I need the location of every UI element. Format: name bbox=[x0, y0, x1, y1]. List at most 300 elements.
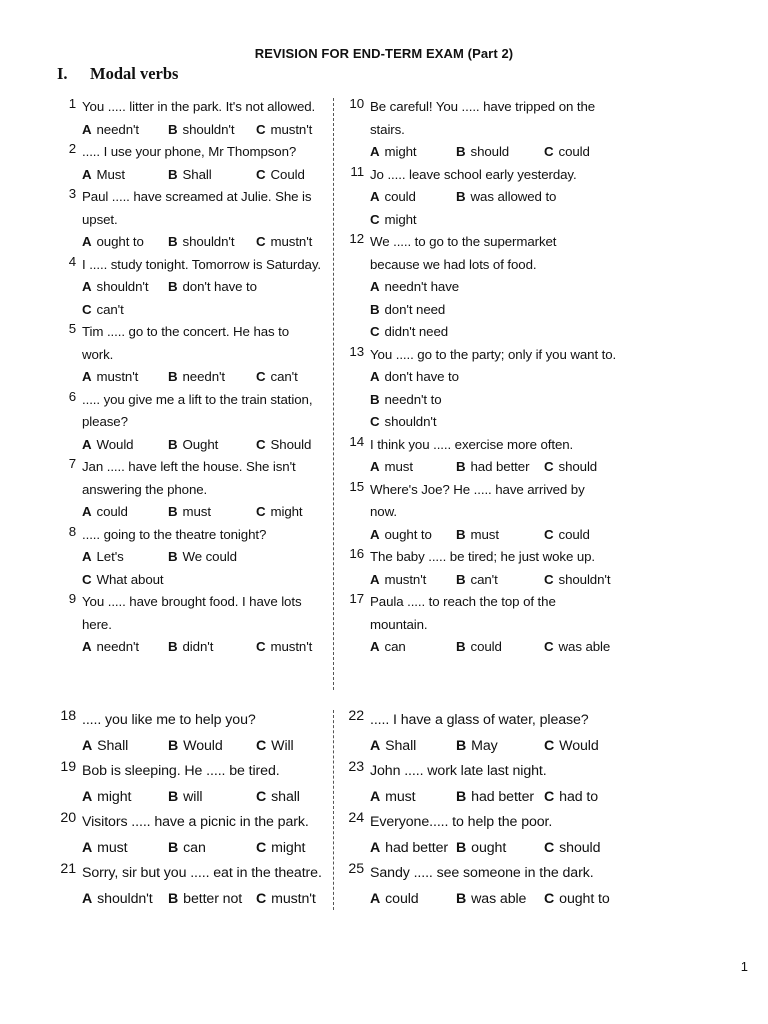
option-text: ought bbox=[471, 839, 507, 856]
question-number: 3 bbox=[68, 186, 76, 201]
option-row bbox=[82, 734, 332, 760]
option-c[interactable] bbox=[256, 887, 316, 913]
question-stem-line: I ..... study tonight. Tomorrow is Saturday. bbox=[82, 256, 321, 272]
question-25 bbox=[340, 861, 630, 912]
option-a[interactable] bbox=[82, 501, 168, 524]
question-number: 20 bbox=[60, 810, 76, 826]
option-letter: A bbox=[370, 571, 380, 587]
option-letter: A bbox=[370, 189, 380, 204]
option-letter: C bbox=[544, 639, 554, 654]
question-number: 19 bbox=[60, 759, 76, 775]
question-11 bbox=[340, 164, 630, 232]
option-text: must bbox=[385, 788, 416, 805]
option-text: ought to bbox=[96, 234, 144, 249]
option-text: should bbox=[470, 144, 510, 159]
option-letter: C bbox=[256, 436, 266, 452]
option-a[interactable] bbox=[82, 164, 168, 187]
option-letter: B bbox=[168, 279, 178, 294]
question-number: 1 bbox=[68, 96, 76, 111]
option-text: Will bbox=[271, 737, 294, 754]
question-stem-line: We ..... to go to the supermarket bbox=[370, 234, 557, 249]
option-c[interactable] bbox=[82, 569, 164, 592]
option-letter: B bbox=[456, 571, 466, 587]
question-stem-line: John ..... work late last night. bbox=[370, 763, 547, 779]
option-text: could bbox=[96, 504, 128, 519]
option-text: Would bbox=[96, 436, 134, 452]
option-text: can't bbox=[270, 369, 298, 384]
option-text: shouldn't bbox=[96, 279, 149, 294]
option-b[interactable] bbox=[168, 785, 256, 811]
option-letter: C bbox=[544, 571, 554, 587]
option-text: could bbox=[385, 890, 419, 907]
question-21 bbox=[52, 861, 332, 912]
option-text: Could bbox=[270, 166, 305, 182]
option-c[interactable] bbox=[544, 836, 600, 862]
question-stem-line: Sandy ..... see someone in the dark. bbox=[370, 865, 594, 881]
option-b[interactable] bbox=[168, 164, 256, 187]
option-row bbox=[82, 231, 332, 254]
option-text: can't bbox=[470, 571, 498, 587]
option-c[interactable] bbox=[256, 366, 298, 389]
option-c[interactable] bbox=[256, 734, 294, 760]
question-number: 15 bbox=[349, 478, 364, 494]
option-letter: A bbox=[370, 737, 381, 754]
option-row bbox=[370, 389, 630, 412]
question-stem-line: stairs. bbox=[370, 121, 405, 137]
option-text: don't have to bbox=[384, 369, 459, 384]
option-b[interactable] bbox=[456, 141, 544, 164]
option-letter: C bbox=[370, 324, 380, 339]
option-c[interactable] bbox=[544, 734, 599, 760]
option-text: can bbox=[183, 839, 206, 856]
option-text: didn't bbox=[182, 639, 214, 654]
option-row bbox=[82, 887, 332, 913]
option-b[interactable] bbox=[456, 636, 544, 659]
option-letter: C bbox=[256, 737, 267, 754]
option-text: mustn't bbox=[270, 639, 313, 654]
question-stem-line: The baby ..... be tired; he just woke up. bbox=[370, 549, 596, 564]
column-divider-top bbox=[333, 98, 334, 690]
option-b[interactable] bbox=[168, 276, 257, 299]
section-heading bbox=[57, 64, 178, 84]
option-c[interactable] bbox=[544, 456, 597, 479]
question-stem-line: work. bbox=[82, 346, 114, 362]
option-text: Shall bbox=[97, 737, 129, 754]
option-b[interactable] bbox=[168, 836, 256, 862]
question-number: 9 bbox=[68, 591, 76, 606]
question-12 bbox=[340, 231, 630, 344]
option-text: Would bbox=[183, 737, 223, 754]
option-letter: A bbox=[82, 279, 92, 294]
option-text: had better bbox=[470, 459, 530, 474]
option-letter: B bbox=[370, 301, 380, 317]
option-letter: A bbox=[370, 839, 381, 856]
option-letter: B bbox=[168, 436, 178, 452]
option-b[interactable] bbox=[168, 366, 256, 389]
option-a[interactable] bbox=[82, 785, 168, 811]
option-text: What about bbox=[96, 571, 164, 587]
option-a[interactable] bbox=[82, 887, 168, 913]
option-letter: B bbox=[456, 144, 466, 159]
option-a[interactable] bbox=[370, 276, 459, 299]
option-letter: B bbox=[456, 639, 466, 654]
option-text: mustn't bbox=[96, 369, 139, 384]
option-text: May bbox=[471, 737, 498, 754]
option-letter: C bbox=[256, 121, 266, 137]
question-stem-line: I think you ..... exercise more often. bbox=[370, 436, 574, 452]
option-row bbox=[370, 569, 630, 592]
option-row bbox=[370, 141, 630, 164]
option-letter: A bbox=[82, 890, 93, 907]
option-a[interactable] bbox=[370, 636, 456, 659]
option-text: had better bbox=[471, 788, 535, 805]
option-b[interactable] bbox=[168, 636, 256, 659]
option-b[interactable] bbox=[168, 501, 256, 524]
option-text: needn't bbox=[182, 369, 226, 384]
option-text: was able bbox=[558, 639, 611, 654]
question-22 bbox=[340, 708, 630, 759]
question-stem-line: answering the phone. bbox=[82, 481, 208, 497]
question-number: 25 bbox=[348, 861, 364, 877]
option-letter: B bbox=[456, 526, 466, 542]
option-row bbox=[82, 785, 332, 811]
question-stem-line: You ..... litter in the park. It's not allowed. bbox=[82, 99, 316, 114]
option-c[interactable] bbox=[256, 164, 305, 187]
option-text: Should bbox=[270, 436, 312, 452]
option-a[interactable] bbox=[370, 734, 456, 760]
option-letter: C bbox=[544, 788, 555, 805]
question-stem-line: ..... I have a glass of water, please? bbox=[370, 712, 589, 728]
option-row bbox=[82, 569, 332, 592]
option-text: mustn't bbox=[270, 234, 313, 249]
option-a[interactable] bbox=[370, 887, 456, 913]
option-letter: A bbox=[370, 369, 380, 384]
option-b[interactable] bbox=[456, 785, 544, 811]
question-1 bbox=[52, 96, 332, 141]
option-a[interactable] bbox=[82, 119, 168, 142]
option-c[interactable] bbox=[544, 141, 590, 164]
option-text: must bbox=[182, 504, 211, 519]
question-stem-line: because we had lots of food. bbox=[370, 256, 537, 272]
option-b[interactable] bbox=[456, 734, 544, 760]
option-letter: A bbox=[82, 639, 92, 654]
option-a[interactable] bbox=[82, 546, 168, 569]
option-text: must bbox=[97, 839, 128, 856]
option-c[interactable] bbox=[544, 887, 610, 913]
option-letter: B bbox=[168, 788, 179, 805]
option-b[interactable] bbox=[370, 389, 442, 412]
option-letter: C bbox=[544, 144, 554, 159]
option-text: might bbox=[384, 211, 417, 227]
option-b[interactable] bbox=[168, 434, 256, 457]
option-letter: C bbox=[370, 211, 380, 227]
question-number: 2 bbox=[68, 141, 76, 156]
option-text: might bbox=[97, 788, 132, 805]
option-a[interactable] bbox=[82, 636, 168, 659]
option-row bbox=[82, 501, 332, 524]
option-a[interactable] bbox=[370, 141, 456, 164]
option-row bbox=[370, 734, 630, 760]
option-letter: B bbox=[168, 121, 178, 137]
option-text: shouldn't bbox=[182, 234, 235, 249]
option-a[interactable] bbox=[370, 524, 456, 547]
option-c[interactable] bbox=[370, 209, 417, 232]
question-14 bbox=[340, 434, 630, 479]
option-text: shouldn't bbox=[97, 890, 153, 907]
option-letter: B bbox=[168, 549, 178, 564]
option-c[interactable] bbox=[82, 299, 124, 322]
question-stem-line: ..... I use your phone, Mr Thompson? bbox=[82, 144, 297, 159]
option-text: needn't have bbox=[384, 279, 460, 294]
question-3 bbox=[52, 186, 332, 254]
option-c[interactable] bbox=[256, 231, 312, 254]
question-stem-line: mountain. bbox=[370, 616, 428, 632]
question-stem-line: here. bbox=[82, 616, 112, 632]
option-letter: C bbox=[256, 639, 266, 654]
option-letter: A bbox=[82, 788, 93, 805]
option-letter: C bbox=[256, 504, 266, 519]
option-letter: B bbox=[168, 839, 179, 856]
option-text: can't bbox=[96, 301, 124, 317]
question-stem-line: now. bbox=[370, 504, 397, 519]
option-text: had better bbox=[385, 839, 449, 856]
option-text: might bbox=[384, 144, 417, 159]
option-a[interactable] bbox=[370, 569, 456, 592]
question-15 bbox=[340, 479, 630, 547]
option-c[interactable] bbox=[544, 785, 598, 811]
question-19 bbox=[52, 759, 332, 810]
option-a[interactable] bbox=[370, 836, 456, 862]
option-a[interactable] bbox=[370, 186, 456, 209]
question-column-left-top bbox=[52, 96, 332, 659]
option-b[interactable] bbox=[456, 524, 544, 547]
option-row bbox=[370, 209, 630, 232]
question-stem-line: Visitors ..... have a picnic in the park. bbox=[82, 814, 309, 830]
option-text: Ought bbox=[182, 436, 219, 452]
option-c[interactable] bbox=[370, 321, 448, 344]
option-c[interactable] bbox=[544, 524, 590, 547]
question-18 bbox=[52, 708, 332, 759]
option-letter: A bbox=[82, 234, 92, 249]
option-letter: A bbox=[82, 121, 92, 137]
option-a[interactable] bbox=[82, 231, 168, 254]
page-title: REVISION FOR END-TERM EXAM (Part 2) bbox=[254, 46, 514, 61]
option-b[interactable] bbox=[370, 299, 445, 322]
question-number: 5 bbox=[68, 321, 76, 336]
option-text: shouldn't bbox=[384, 414, 437, 429]
question-stem-line: upset. bbox=[82, 211, 118, 227]
option-letter: A bbox=[82, 166, 92, 182]
question-number: 11 bbox=[350, 163, 364, 179]
option-letter: C bbox=[544, 526, 554, 542]
option-text: could bbox=[384, 189, 416, 204]
question-number: 21 bbox=[60, 861, 76, 877]
option-a[interactable] bbox=[370, 785, 456, 811]
question-stem-line: Paula ..... to reach the top of the bbox=[370, 594, 556, 609]
option-text: mustn't bbox=[270, 121, 313, 137]
option-row bbox=[370, 321, 630, 344]
option-letter: B bbox=[168, 890, 179, 907]
option-row bbox=[370, 524, 630, 547]
option-text: could bbox=[558, 526, 590, 542]
option-b[interactable] bbox=[456, 569, 544, 592]
option-c[interactable] bbox=[256, 785, 300, 811]
option-letter: A bbox=[370, 144, 380, 159]
option-c[interactable] bbox=[256, 119, 312, 142]
option-row bbox=[370, 887, 630, 913]
option-letter: A bbox=[370, 890, 381, 907]
option-c[interactable] bbox=[256, 434, 311, 457]
option-letter: B bbox=[456, 737, 467, 754]
option-letter: A bbox=[370, 459, 380, 474]
option-b[interactable] bbox=[168, 231, 256, 254]
option-letter: C bbox=[544, 737, 555, 754]
question-10 bbox=[340, 96, 630, 164]
option-a[interactable] bbox=[82, 836, 168, 862]
option-c[interactable] bbox=[256, 836, 305, 862]
question-9 bbox=[52, 591, 332, 659]
option-text: Must bbox=[96, 166, 125, 182]
option-c[interactable] bbox=[256, 636, 312, 659]
option-text: must bbox=[470, 526, 499, 542]
option-letter: C bbox=[256, 890, 267, 907]
option-text: better not bbox=[183, 890, 243, 907]
option-letter: B bbox=[456, 839, 467, 856]
question-number: 17 bbox=[349, 591, 364, 606]
question-number: 13 bbox=[349, 343, 364, 359]
question-23 bbox=[340, 759, 630, 810]
option-letter: C bbox=[256, 788, 267, 805]
question-number: 18 bbox=[60, 708, 76, 724]
option-row bbox=[82, 636, 332, 659]
option-a[interactable] bbox=[82, 434, 168, 457]
option-letter: C bbox=[370, 414, 380, 429]
option-row bbox=[370, 299, 630, 322]
option-row bbox=[370, 366, 630, 389]
option-text: don't have to bbox=[182, 279, 257, 294]
option-letter: C bbox=[544, 459, 554, 474]
option-c[interactable] bbox=[544, 569, 610, 592]
question-2 bbox=[52, 141, 332, 186]
question-17 bbox=[340, 591, 630, 659]
option-a[interactable] bbox=[82, 276, 168, 299]
option-letter: C bbox=[256, 369, 266, 384]
option-b[interactable] bbox=[168, 546, 237, 569]
option-a[interactable] bbox=[370, 366, 459, 389]
option-text: can bbox=[384, 639, 406, 654]
option-c[interactable] bbox=[544, 636, 610, 659]
question-stem-line: Everyone..... to help the poor. bbox=[370, 814, 553, 830]
question-number: 12 bbox=[349, 231, 364, 246]
question-number: 4 bbox=[68, 253, 76, 269]
option-letter: B bbox=[168, 369, 178, 384]
question-column-left-bottom bbox=[52, 708, 332, 912]
option-b[interactable] bbox=[456, 186, 556, 209]
option-a[interactable] bbox=[370, 456, 456, 479]
option-letter: A bbox=[82, 549, 92, 564]
question-number: 23 bbox=[348, 759, 364, 775]
option-a[interactable] bbox=[82, 366, 168, 389]
option-b[interactable] bbox=[168, 119, 256, 142]
option-letter: A bbox=[82, 737, 93, 754]
page-number: 1 bbox=[740, 959, 748, 974]
question-number: 8 bbox=[68, 523, 76, 539]
option-text: ought to bbox=[559, 890, 610, 907]
option-text: could bbox=[558, 144, 590, 159]
option-text: shouldn't bbox=[558, 571, 611, 587]
option-letter: C bbox=[256, 234, 266, 249]
question-column-right-bottom bbox=[340, 708, 630, 912]
option-b[interactable] bbox=[456, 836, 544, 862]
section-title: Modal verbs bbox=[90, 64, 179, 83]
question-24 bbox=[340, 810, 630, 861]
option-letter: A bbox=[370, 788, 381, 805]
question-4 bbox=[52, 254, 332, 322]
question-number: 22 bbox=[348, 708, 364, 724]
question-stem-line: Be careful! You ..... have tripped on the bbox=[370, 99, 596, 114]
option-letter: A bbox=[370, 639, 380, 654]
option-letter: B bbox=[168, 504, 178, 519]
option-row bbox=[370, 456, 630, 479]
option-letter: B bbox=[456, 890, 467, 907]
option-row bbox=[82, 434, 332, 457]
option-text: don't need bbox=[384, 301, 446, 317]
question-number: 14 bbox=[349, 433, 364, 449]
option-row bbox=[370, 785, 630, 811]
option-letter: A bbox=[82, 504, 92, 519]
option-letter: A bbox=[82, 436, 92, 452]
option-letter: B bbox=[168, 737, 179, 754]
question-stem-line: ..... going to the theatre tonight? bbox=[82, 526, 267, 542]
question-stem-line: Tim ..... go to the concert. He has to bbox=[82, 324, 290, 339]
option-b[interactable] bbox=[456, 887, 544, 913]
option-row bbox=[370, 636, 630, 659]
question-stem-line: Jo ..... leave school early yesterday. bbox=[370, 166, 577, 182]
option-row bbox=[370, 186, 630, 209]
option-c[interactable] bbox=[256, 501, 303, 524]
option-text: needn't to bbox=[384, 391, 442, 407]
option-text: was allowed to bbox=[470, 189, 557, 204]
option-text: needn't bbox=[96, 639, 140, 654]
question-stem-line: Sorry, sir but you ..... eat in the theatre. bbox=[82, 865, 322, 881]
option-letter: B bbox=[168, 639, 178, 654]
option-text: Shall bbox=[182, 166, 212, 182]
option-b[interactable] bbox=[456, 456, 544, 479]
option-text: had to bbox=[559, 788, 599, 805]
option-letter: B bbox=[456, 459, 466, 474]
question-stem-line: Where's Joe? He ..... have arrived by bbox=[370, 481, 585, 497]
option-row bbox=[370, 836, 630, 862]
option-row bbox=[370, 411, 630, 434]
option-row bbox=[82, 276, 332, 299]
question-6 bbox=[52, 389, 332, 457]
option-text: ought to bbox=[384, 526, 432, 542]
option-text: might bbox=[270, 504, 303, 519]
option-letter: B bbox=[456, 189, 466, 204]
option-letter: B bbox=[370, 391, 380, 407]
option-letter: A bbox=[370, 526, 380, 542]
question-stem-line: ..... you give me a lift to the train station, bbox=[82, 391, 313, 407]
question-13 bbox=[340, 344, 630, 434]
option-b[interactable] bbox=[168, 734, 256, 760]
option-c[interactable] bbox=[370, 411, 436, 434]
question-number: 16 bbox=[349, 546, 364, 561]
option-text: should bbox=[559, 839, 601, 856]
option-a[interactable] bbox=[82, 734, 168, 760]
option-letter: C bbox=[544, 890, 555, 907]
option-b[interactable] bbox=[168, 887, 256, 913]
option-text: didn't need bbox=[384, 324, 449, 339]
